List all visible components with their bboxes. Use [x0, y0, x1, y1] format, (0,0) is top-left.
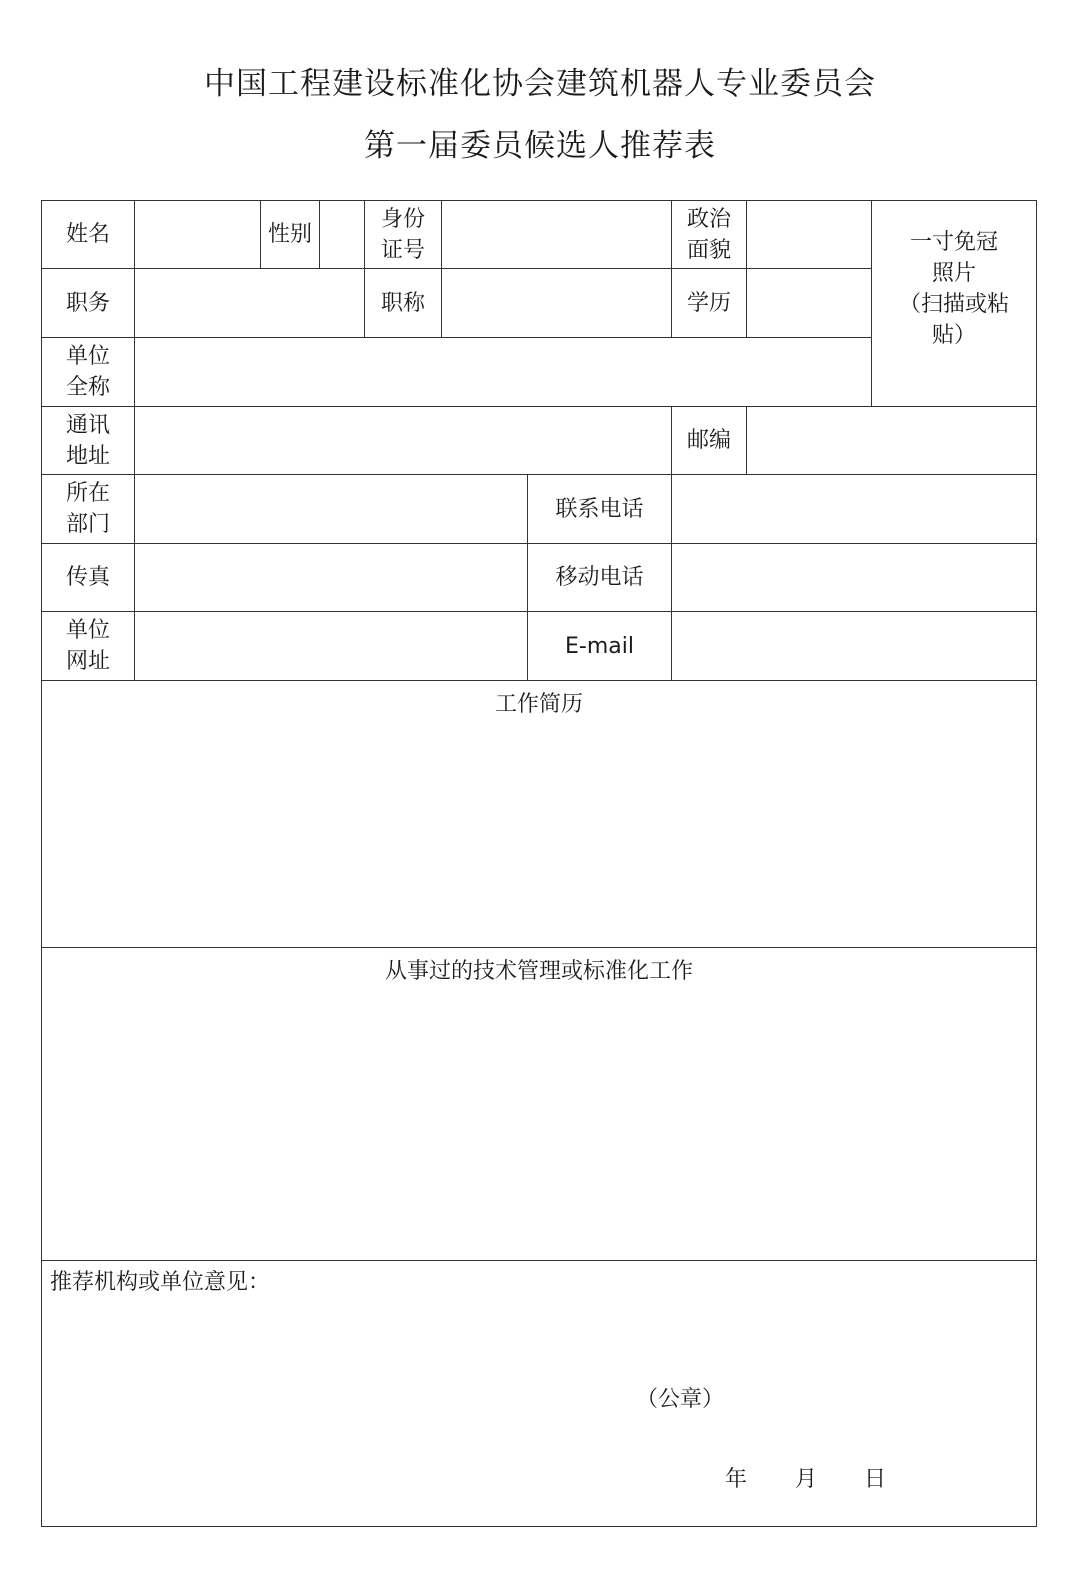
nomination-form-table — [41, 200, 1037, 1527]
id-number-label: 身份 证号 — [365, 201, 442, 269]
department-field[interactable] — [135, 475, 528, 544]
postcode-field[interactable] — [747, 407, 1036, 475]
recommendation-opinion-section[interactable] — [42, 1261, 1036, 1526]
political-status-field[interactable] — [747, 201, 872, 269]
professional-title-field[interactable] — [442, 269, 672, 338]
id-number-field[interactable] — [442, 201, 672, 269]
email-field[interactable] — [672, 612, 1036, 681]
position-label: 职务 — [42, 269, 135, 338]
month-label: 月 — [795, 1467, 818, 1492]
postcode-label: 邮编 — [672, 407, 747, 475]
education-field[interactable] — [747, 269, 872, 338]
mobile-label: 移动电话 — [528, 544, 672, 612]
fax-field[interactable] — [135, 544, 528, 612]
day-label: 日 — [864, 1467, 887, 1492]
mobile-field[interactable] — [672, 544, 1036, 612]
form-title-line1: 中国工程建设标准化协会建筑机器人专业委员会 — [204, 66, 876, 102]
department-label: 所在 部门 — [42, 475, 135, 544]
work-history-label: 工作简历 — [494, 692, 583, 717]
position-field[interactable] — [135, 269, 365, 338]
official-seal-label: （公章） — [636, 1387, 725, 1412]
opinion-label: 推荐机构或单位意见： — [50, 1270, 271, 1295]
fax-label: 传真 — [42, 544, 135, 612]
email-label: E-mail — [528, 612, 672, 681]
form-title-line2: 第一届委员候选人推荐表 — [364, 128, 716, 164]
political-status-label: 政治 面貌 — [672, 201, 747, 269]
phone-label: 联系电话 — [528, 475, 672, 544]
name-label: 姓名 — [42, 201, 135, 269]
gender-label: 性别 — [261, 201, 320, 269]
professional-title-label: 职称 — [365, 269, 442, 338]
website-field[interactable] — [135, 612, 528, 681]
education-label: 学历 — [672, 269, 747, 338]
website-label: 单位 网址 — [42, 612, 135, 681]
tech-work-section[interactable] — [42, 948, 1036, 1261]
mailing-address-label: 通讯 地址 — [42, 407, 135, 475]
tech-work-label: 从事过的技术管理或标准化工作 — [384, 959, 693, 984]
organization-name-label: 单位 全称 — [42, 338, 135, 407]
organization-name-field[interactable] — [135, 338, 872, 407]
mailing-address-field[interactable] — [135, 407, 672, 475]
work-history-section[interactable] — [42, 681, 1036, 948]
phone-field[interactable] — [672, 475, 1036, 544]
name-field[interactable] — [135, 201, 261, 269]
gender-field[interactable] — [320, 201, 365, 269]
year-label: 年 — [725, 1467, 748, 1492]
photo-placeholder[interactable]: 一寸免冠 照片 （扫描或粘 贴） — [872, 201, 1036, 407]
